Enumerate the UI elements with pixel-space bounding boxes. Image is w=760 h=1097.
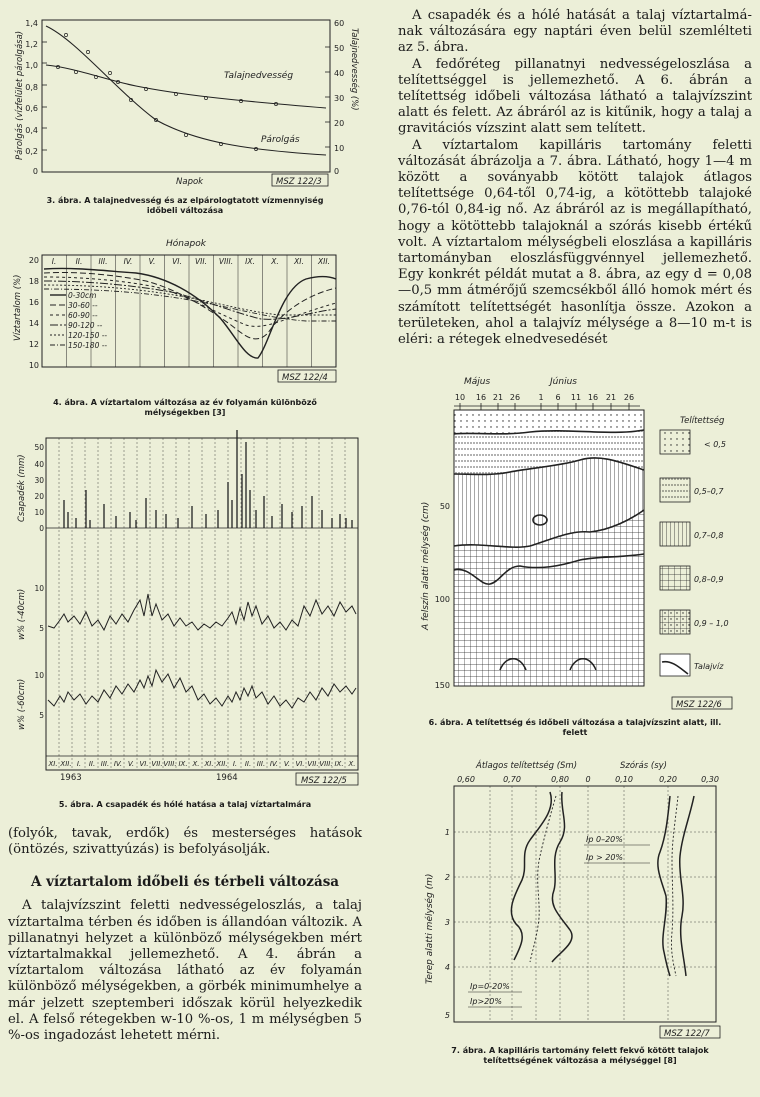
figure-7 [410, 756, 755, 1044]
fig4-month: III. [98, 257, 108, 266]
fig4-legend-item: 120-150 -- [68, 331, 108, 340]
fig5-month: VI. [295, 760, 305, 768]
fig5-month: II. [244, 760, 252, 768]
fig7-ann: Ip > 20% [586, 853, 624, 862]
fig5-tick1: 10 [34, 508, 44, 517]
fig5-ylabel1: Csapadék (mm) [17, 454, 27, 522]
fig6-day: 26 [623, 393, 635, 402]
fig3-ltick: 0,6 [25, 104, 38, 113]
fig3-xlabel: Napok [176, 177, 204, 187]
fig4-month: I. [51, 257, 57, 266]
fig4-ytick: 18 [28, 277, 39, 286]
right-column-text [398, 8, 752, 348]
fig6-day: 16 [475, 393, 487, 402]
fig5-month: VIII. [319, 760, 333, 768]
fig6-caption: 6. ábra. A telítettség és időbeli változása a talajvízszint alatt, ill. felett [428, 718, 722, 737]
fig4-ytick: 10 [28, 361, 39, 370]
fig6-legend-item: 0,9 – 1,0 [694, 619, 729, 628]
fig5-month: III. [100, 760, 110, 768]
paragraph-influences: (folyók, tavak, erdők) és mesterséges hatások (öntözés, szivattyúzás) is befolyásolják. [8, 826, 362, 858]
fig4-month: V. [148, 257, 156, 266]
paragraph-fig6-ref: A fedőréteg pillanatnyi nedvességeloszlása a telítettséggel is jellemezhető. A 6. ábrán a telítettség időbeli változása látható a talajvízszint alatt és felett. Az ábráról az is kitűnik, hogy a talaj a gravitációs vízszint alatt sem telített. [398, 56, 752, 137]
fig4-month: VII. [195, 257, 207, 266]
fig5-month: IV. [269, 760, 279, 768]
paragraph-fig5-ref: A csapadék és a hólé hatását a talaj víztartalmá-nak változására egy naptári éven belül szemlélteti az 5. ábra. [398, 8, 752, 56]
fig7-ytick: 3 [444, 918, 450, 927]
fig5-stamp: MSZ 122/5 [301, 776, 347, 786]
fig3-rtick: 40 [334, 69, 345, 78]
fig5-tick1: 40 [34, 460, 44, 469]
fig4-ytick: 14 [28, 319, 39, 328]
fig5-tick1: 0 [39, 524, 44, 533]
fig3-stamp: MSZ 122/3 [276, 177, 322, 187]
fig5-month: VII. [307, 760, 319, 768]
fig4-top-label: Hónapok [166, 239, 206, 249]
fig5-tick1: 50 [34, 443, 44, 452]
fig6-legend-item: 0,5–0,7 [694, 487, 724, 496]
fig3-ltick: 0 [32, 167, 38, 176]
fig3-rtick: 50 [334, 44, 345, 53]
fig5-month: I. [232, 760, 238, 768]
fig5-month: I. [76, 760, 82, 768]
fig7-xtick-r: 0,30 [701, 775, 719, 784]
fig4-ylabel: Víztartalom (%) [13, 274, 23, 341]
fig5-month: X. [192, 760, 200, 768]
fig7-ytick: 4 [444, 963, 450, 972]
fig3-ltick: 0,2 [25, 147, 38, 156]
fig3-label-evap: Párolgás [261, 135, 300, 145]
fig6-ylabel: A felszín alatti mélység (cm) [421, 501, 431, 630]
fig6-day: 21 [605, 393, 617, 402]
fig6-ytick: 100 [434, 595, 450, 604]
fig5-month: XI. [48, 760, 58, 768]
fig4-month: XII. [318, 257, 330, 266]
fig4-month: XI. [294, 257, 304, 266]
fig5-month: X. [348, 760, 356, 768]
fig5-tick1: 20 [34, 492, 44, 501]
fig3-label-moisture: Talajnedvesség [224, 71, 294, 81]
fig3-rtick: 0 [334, 167, 340, 176]
fig7-ytick: 5 [444, 1011, 450, 1020]
fig4-stamp: MSZ 122/4 [282, 373, 328, 383]
fig4-legend-item: 90-120 -- [68, 321, 103, 330]
fig7-ann: Ip 0–20% [586, 835, 623, 844]
fig3-ylabel-right: Talajnedvesség (%) [349, 28, 359, 111]
fig3-ltick: 1,4 [25, 19, 38, 28]
fig5-month: VII. [151, 760, 163, 768]
fig3-ltick: 0,8 [25, 83, 38, 92]
fig5-month: IX. [178, 760, 188, 768]
fig6-legend-item: 0,7–0,8 [694, 531, 724, 540]
fig3-ltick: 1,2 [25, 40, 38, 49]
fig4-month: X. [271, 257, 279, 266]
fig6-legend-item: Talajvíz [694, 662, 724, 671]
fig6-day: 11 [570, 393, 582, 402]
fig5-tick3: 5 [39, 711, 44, 720]
fig6-day: 6 [555, 393, 561, 402]
fig6-ytick: 50 [439, 502, 450, 511]
fig7-xtick-r: 0,20 [659, 775, 677, 784]
fig4-legend-item: 60-90 -- [68, 311, 98, 320]
fig4-legend-item: 30-60 -- [68, 301, 98, 310]
figure-5 [6, 430, 361, 792]
fig5-year2: 1964 [216, 773, 238, 783]
figure-6 [410, 370, 755, 720]
fig5-tick1: 30 [34, 476, 44, 485]
fig3-ltick: 0,4 [25, 126, 38, 135]
fig7-caption: 7. ábra. A kapilláris tartomány felett fekvő kötött talajok telítettségének változása a mélységgel [8] [451, 1046, 709, 1065]
fig5-month: V. [283, 760, 291, 768]
fig3-ltick: 1,0 [25, 61, 38, 70]
fig4-ytick: 16 [28, 298, 39, 307]
fig5-month: VIII. [163, 760, 177, 768]
fig4-month: VI. [172, 257, 182, 266]
paragraph-moisture: A talajvízszint feletti nedvességeloszlás, a talaj víztartalma térben és időben is állandóan változik. A pillanatnyi helyzet a különböző mélységekben mért víztartalmakkal jellemezhető. A 4. ábrán a víztartalom változása látható az év folyamán különböző mélységekben, a görbék minimumhelye a már jelzett szeptemberi időszak körül helyezkedik el. A felső rétegekben w-10 %-os, 1 m mélységben 5 %-os ingadozást lehetett mérni. [8, 898, 362, 1044]
figure-4 [6, 233, 361, 393]
fig4-legend-item: 150-180 -- [68, 341, 108, 350]
fig4-ytick: 12 [28, 340, 39, 349]
fig4-month: VIII. [218, 257, 234, 266]
fig5-year1: 1963 [60, 773, 82, 783]
fig5-month: VI. [139, 760, 149, 768]
fig3-ylabel-left: Párolgás (vízfelület párolgása) [15, 30, 25, 160]
fig7-xtick-r: 0 [585, 775, 591, 784]
fig7-top-left: Átlagos telítettség (Sm) [476, 761, 578, 771]
fig6-day: 16 [587, 393, 599, 402]
fig6-top-june: Június [550, 377, 577, 387]
fig5-month: XII. [60, 760, 72, 768]
fig7-xtick-l: 0,80 [551, 775, 569, 784]
paragraph-fig7-ref: A víztartalom kapilláris tartomány feletti változását ábrázolja a 7. ábra. Látható, hogy 1—4 m között a soványabb kötött talajok átlagos telítettsége 0,64-től 0,74-ig, a kötöttebb talajoké 0,76-tól 0,84-ig nő. Az ábráról az is megállapítható, hogy a kötöttebb talajoknál a szórás kisebb értékű volt. A víztartalom mélységbeli eloszlása a kapilláris tartományban eloszlásfüggvénnyel jellemezhető. Egy konkrét példát mutat a 8. ábra, az egy d = 0,08—0,5 mm átmérőjű szemcsékből álló homok mért és számított telítettségét hasonlítja össze. Azokon a területeken, ahol a talajvíz mélysége a 8—10 m-t is eléri: a rétegek elnedvesedését [398, 137, 752, 348]
fig4-ytick: 20 [28, 256, 39, 265]
fig4-month: IX. [245, 257, 255, 266]
fig6-legend-item: < 0,5 [704, 440, 726, 449]
fig6-day: 21 [492, 393, 504, 402]
fig5-month: II. [88, 760, 96, 768]
fig7-ytick: 1 [444, 828, 450, 837]
fig7-ylabel: Terep alatti mélység (m) [425, 873, 435, 984]
fig7-top-right: Szórás (sy) [620, 761, 667, 771]
fig5-month: III. [256, 760, 266, 768]
fig4-legend-item: 0-30cm [68, 291, 97, 300]
fig5-tick2: 10 [34, 584, 44, 593]
fig3-rtick: 20 [334, 119, 345, 128]
fig6-stamp: MSZ 122/6 [676, 700, 722, 710]
fig5-month: V. [127, 760, 135, 768]
fig5-ylabel2: w% (-40cm) [17, 588, 27, 640]
fig5-month: IX. [334, 760, 344, 768]
fig6-day: 26 [509, 393, 521, 402]
fig4-month: IV. [123, 257, 133, 266]
fig7-ann: Ip>20% [470, 997, 502, 1006]
fig6-legend-item: 0,8–0,9 [694, 575, 724, 584]
fig3-rtick: 10 [334, 144, 345, 153]
fig5-ylabel3: w% (-60cm) [17, 678, 27, 730]
fig6-legend-title: Telítettség [680, 416, 725, 426]
fig5-month: XII. [216, 760, 228, 768]
fig7-ytick: 2 [444, 873, 450, 882]
fig5-month: IV. [113, 760, 123, 768]
fig4-caption: 4. ábra. A víztartalom változása az év folyamán különböző mélységekben [3] [53, 398, 317, 417]
fig6-ytick: 150 [434, 681, 450, 690]
fig7-ann: Ip=0-20% [470, 982, 510, 991]
fig5-tick3: 10 [34, 671, 44, 680]
section-heading: A víztartalom időbeli és térbeli változása [30, 874, 340, 891]
fig3-rtick: 60 [334, 19, 345, 28]
fig5-month: XI. [204, 760, 214, 768]
figure-3 [6, 10, 361, 192]
fig6-day: 10 [454, 393, 466, 402]
fig7-xtick-l: 0,70 [503, 775, 521, 784]
fig7-xtick-l: 0,60 [457, 775, 475, 784]
fig7-xtick-r: 0,10 [615, 775, 633, 784]
fig4-month: II. [75, 257, 83, 266]
fig6-top-may: Május [464, 377, 491, 387]
fig7-stamp: MSZ 122/7 [664, 1029, 710, 1039]
fig3-caption: 3. ábra. A talajnedvesség és az elpárologtatott vízmennyiség időbeli változása [46, 196, 324, 215]
fig3-rtick: 30 [334, 94, 345, 103]
fig6-day: 1 [538, 393, 544, 402]
fig5-caption: 5. ábra. A csapadék és hólé hatása a talaj víztartalmára [58, 800, 312, 809]
fig5-tick2: 5 [39, 624, 44, 633]
left-column-text [8, 826, 362, 1044]
